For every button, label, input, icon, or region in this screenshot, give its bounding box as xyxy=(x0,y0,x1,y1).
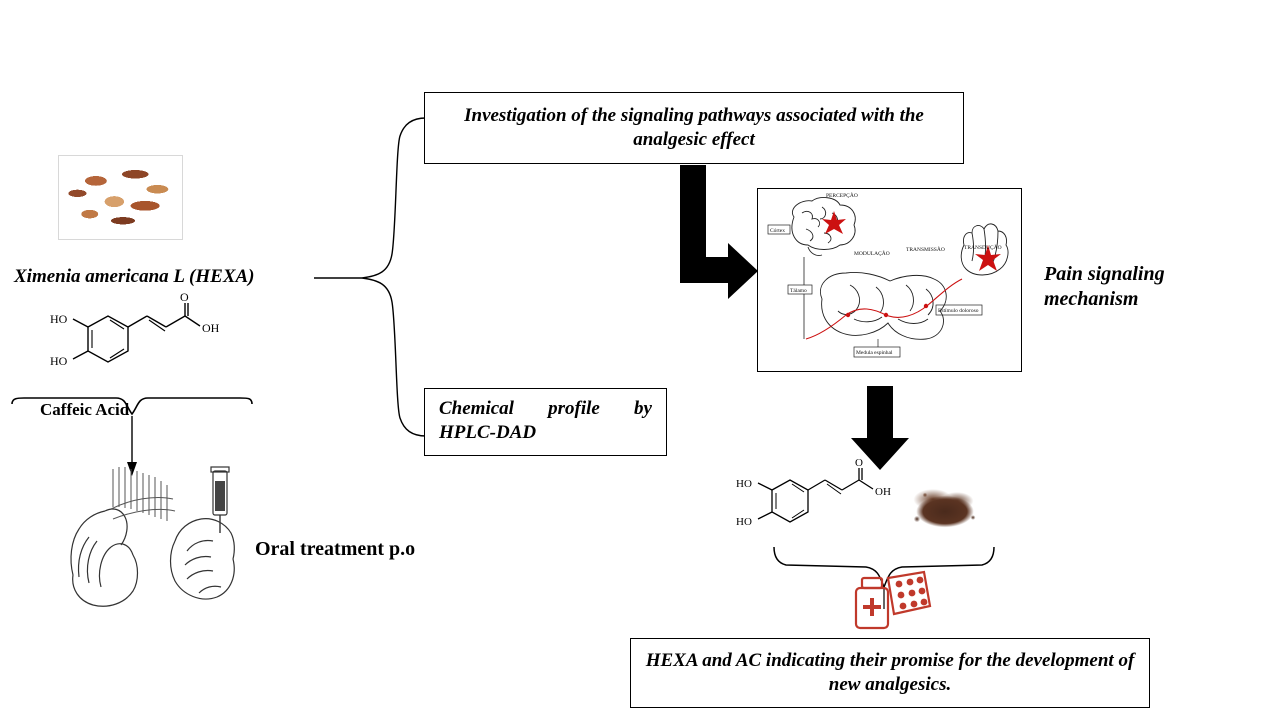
pain-mechanism-text: Pain signaling mechanism xyxy=(1044,263,1165,310)
modulation-label: MODULAÇÃO xyxy=(854,251,890,257)
powder-photo xyxy=(895,465,995,540)
oral-treatment-label: Oral treatment p.o xyxy=(255,538,416,560)
pain-mechanism-label xyxy=(1044,262,1234,312)
conclusion-box: HEXA and AC indicating their promise for the development of new analgesics. xyxy=(630,638,1150,708)
ho-bottom-label: HO xyxy=(50,354,68,368)
spinal-cord-label: Medula espinhal xyxy=(856,350,893,356)
svg-text:O: O xyxy=(855,457,863,469)
bark-photo xyxy=(58,155,183,240)
transmission-label: TRANSMISSÃO xyxy=(906,247,945,253)
center-connector-brace xyxy=(300,110,430,440)
investigation-box: Investigation of the signaling pathways associated with the analgesic effect xyxy=(424,92,964,164)
pain-signaling-figure xyxy=(757,188,1022,372)
caffeic-acid-structure-left xyxy=(40,290,230,390)
perception-label: PERCEPÇÃO xyxy=(826,193,858,199)
ho-top-label: HO xyxy=(50,312,68,326)
painful-stimulus-label: Estímulo doloroso xyxy=(938,308,979,314)
cortex-label: Córtex xyxy=(770,228,785,234)
talamo-label: Tálamo xyxy=(790,288,807,294)
species-label: Ximenia americana L (HEXA) xyxy=(14,266,255,287)
caffeic-acid-label: Caffeic Acid xyxy=(40,400,130,419)
svg-text:OH: OH xyxy=(875,486,891,498)
medicine-icon xyxy=(844,568,934,638)
oral-treatment-illustration xyxy=(55,455,255,625)
oh-label: OH xyxy=(202,321,220,335)
svg-text:HO: HO xyxy=(736,516,752,528)
svg-text:HO: HO xyxy=(736,478,752,490)
transduction-label: TRANSDUÇÃO xyxy=(964,245,1002,251)
diagonal-arrow-to-pain-diagram xyxy=(672,165,762,305)
o-label: O xyxy=(180,290,189,304)
caffeic-acid-structure-right xyxy=(728,457,908,550)
chemical-profile-box: Chemical profile by HPLC-DAD xyxy=(424,388,667,456)
